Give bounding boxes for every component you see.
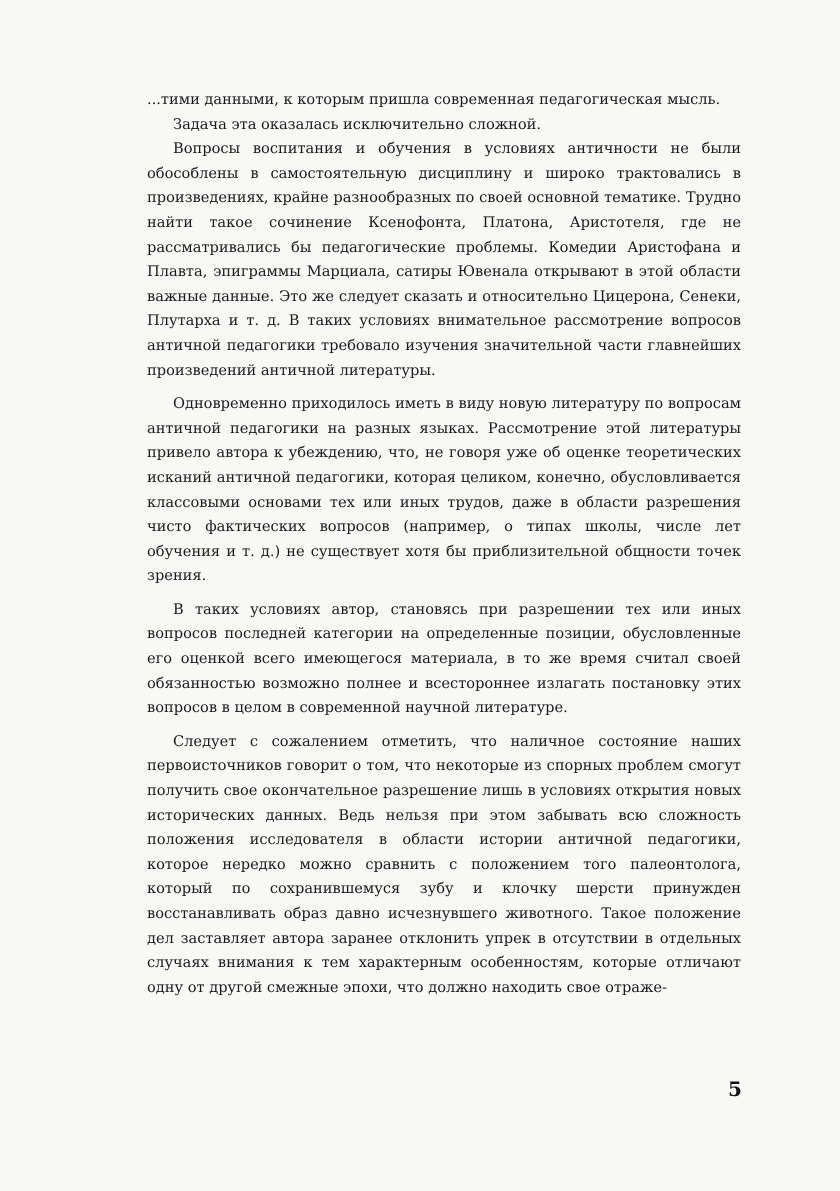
page-number: 5 <box>728 1077 742 1101</box>
body-text <box>147 88 741 1000</box>
paragraph-continuation: ...тими данными, к которым пришла современная педагогическая мысль. <box>147 91 721 108</box>
paragraph-questions: Вопросы воспитания и обучения в условиях античности не были обособлены в самостоятельную дисциплину и широко трактовались в произведениях, крайне разнообразных по своей основной тематике. Трудно найти такое сочинение Ксенофонта, Платона, Аристотеля, где не рассматривались бы педагогические проблемы. Комедии Аристофана и Плавта, эпиграммы Марциала, сатиры Ювенала открывают в этой области важные данные. Это же следует сказать и относительно Цицерона, Сенеки, Плутарха и т. д. В таких условиях внимательное рассмотрение вопросов античной педагогики требовало изучения значительной части главнейших произведений античной литературы. <box>147 140 741 379</box>
paragraph-sources: Следует с сожалением отметить, что наличное состояние наших первоисточников говорит о том, что некоторые из спорных проблем смогут получить свое окончательное разрешение лишь в условиях открытия новых исторических данных. Ведь нельзя при этом забывать всю сложность положения исследователя в области истории античной педагогики, которое нередко можно сравнить с положением того палеонтолога, который по сохранившемуся зубу и клочку шерсти принужден восстанавливать образ давно исчезнувшего животного. Такое положение дел заставляет автора заранее отклонить упрек в отсутствии в отдельных случаях внимания к тем характерным особенностям, которые отличают одну от другой смежные эпохи, что должно находить свое отраже- <box>147 732 741 996</box>
paragraph-literature: Одновременно приходилось иметь в виду новую литературу по вопросам античной педагогики на разных языках. Рассмотрение этой литературы привело автора к убеждению, что, не говоря уже об оценке теоретических исканий античной педагогики, которая целиком, конечно, обусловливается классовыми основами тех или иных трудов, даже в области разрешения чисто фактических вопросов (например, о типах школы, числе лет обучения и т. д.) не существует хотя бы приблизительной общности точек зрения. <box>147 395 741 585</box>
paragraph-task: Задача эта оказалась исключительно сложной. <box>173 115 542 133</box>
paragraph-author-position: В таких условиях автор, становясь при разрешении тех или иных вопросов последней категории на определенные позиции, обусловленные его оценкой всего имеющегося материала, в то же время считал своей обязанностью возможно полнее и всестороннее излагать постановку этих вопросов в целом в современной научной литературе. <box>147 600 741 717</box>
